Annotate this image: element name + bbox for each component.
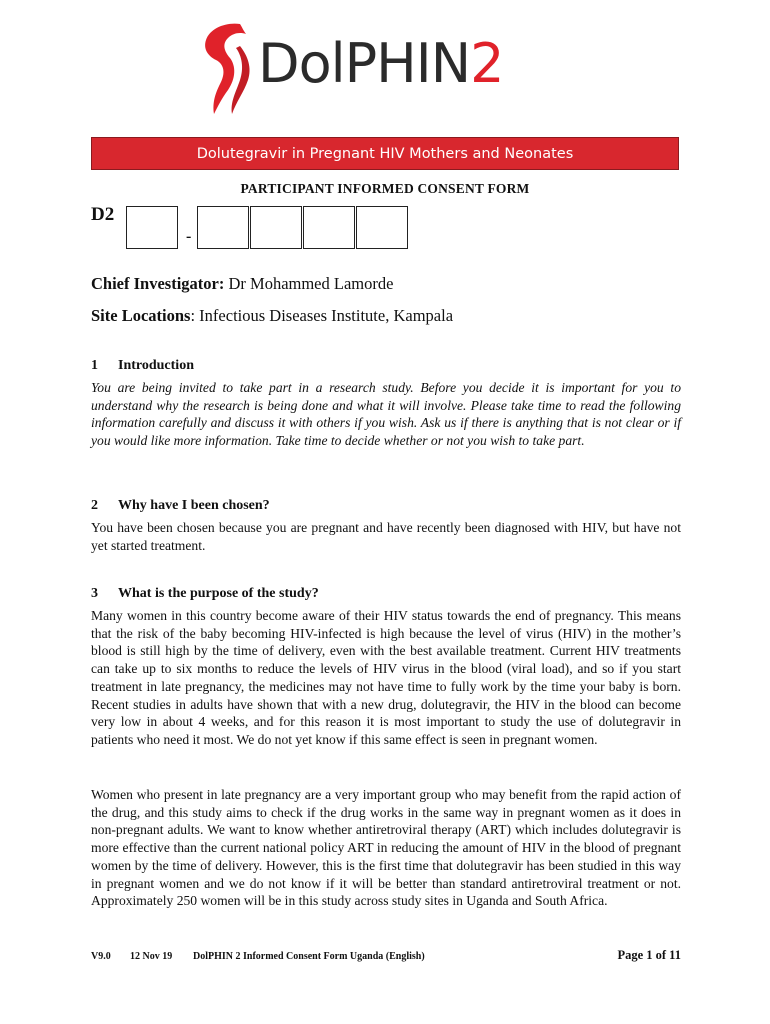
section-number: 3: [91, 586, 98, 601]
section-number: 2: [91, 498, 98, 513]
form-subtitle: PARTICIPANT INFORMED CONSENT FORM: [240, 181, 530, 196]
footer-date: 12 Nov 19: [130, 951, 173, 962]
red-ribbon-icon: [196, 18, 266, 118]
section-3-paragraph-2: Women who present in late pregnancy are a very important group who may benefit from the rapid action of the drug, and this study aims to check if the drug works in the same way in pregnant women as it does in non-pregnant adults. We want to know whether antiretroviral therapy (ART) which includes dolutegravir is more effective than the current national policy ART in reducing the amount of HIV in the blood of pregnant women by the time of delivery. However, this is the first time that dolutegravir has been studied in this way in pregnant women and we do not know if it will be better than standard antiretroviral treatment or not. Approximately 250 women will be in this study across study sites in Uganda and South Africa.: [91, 787, 681, 909]
section-1-paragraph: You are being invited to take part in a research study. Before you decide it is important for you to understand why the research is being done and what it will involve. Please take time to read the following information carefully and discuss it with others if you wish. Ask us if there is anything that is not clear or if you would like more information. Take time to decide whether or not you wish to take part.: [91, 380, 681, 449]
footer-version: V9.0: [91, 951, 111, 962]
section-title: Introduction: [118, 358, 194, 373]
site-locations-label: Site Locations: [91, 306, 191, 325]
section-number: 1: [91, 358, 98, 373]
logo-text: DolPHIN: [258, 32, 471, 95]
footer-document-title: DolPHIN 2 Informed Consent Form Uganda (English): [193, 951, 425, 962]
section-2-paragraph: You have been chosen because you are pregnant and have recently been diagnosed with HIV, but have not yet started treatment.: [91, 520, 681, 553]
participant-id-box-3[interactable]: [250, 206, 302, 249]
participant-id-prefix: D2: [91, 204, 115, 225]
participant-id-box-1[interactable]: [126, 206, 178, 249]
site-locations-value: : Infectious Diseases Institute, Kampala: [190, 306, 454, 325]
participant-id-box-2[interactable]: [197, 206, 249, 249]
participant-id-box-4[interactable]: [303, 206, 355, 249]
section-1-heading: [91, 358, 194, 374]
footer-page-number: Page 1 of 11: [617, 948, 681, 962]
section-3-heading: [91, 586, 319, 602]
section-title: Why have I been chosen?: [118, 498, 270, 513]
site-locations: [91, 306, 453, 326]
logo-number: 2: [470, 32, 504, 95]
chief-investigator: [91, 274, 393, 294]
study-title-bar: Dolutegravir in Pregnant HIV Mothers and Neonates: [91, 137, 679, 170]
chief-investigator-label: Chief Investigator:: [91, 274, 225, 293]
chief-investigator-value: Dr Mohammed Lamorde: [224, 274, 394, 293]
section-title: What is the purpose of the study?: [118, 586, 319, 601]
section-3-paragraph-1: Many women in this country become aware of their HIV status towards the end of pregnancy. This means that the risk of the baby becoming HIV-infected is high because the level of virus (HIV) in the mother’s blood is still high by the time of delivery, even with the best available treatment. Current HIV treatments can take up to six months to reduce the levels of HIV virus in the blood (viral load), and so if you start treatment in late pregnancy, the medicines may not have time to fully work by the time your baby is born. Recent studies in adults have shown that with a new drug, dolutegravir, the HIV in the blood can become very low in about 4 weeks, and for this reason it is most important to study the use of dolutegravir in patients who need it most. We do not yet know if this same effect is seen in pregnant women.: [91, 608, 681, 747]
logo-wordmark: [258, 34, 503, 94]
section-2-heading: [91, 498, 270, 514]
participant-id-box-5[interactable]: [356, 206, 408, 249]
dolphin2-logo: [196, 18, 536, 118]
participant-id-dash: -: [186, 228, 192, 245]
